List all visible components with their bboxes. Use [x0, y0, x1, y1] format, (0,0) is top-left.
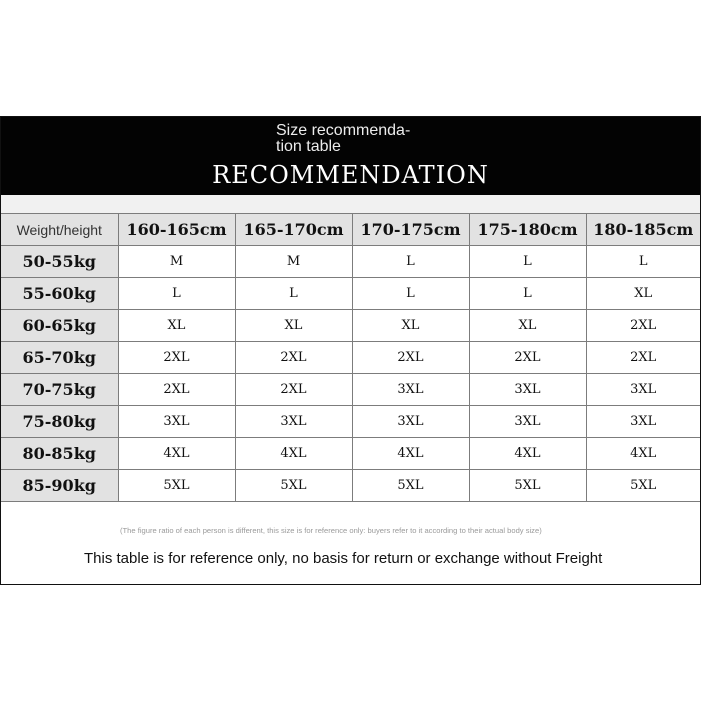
- table-row: [1, 310, 700, 342]
- size-cell: L: [469, 246, 586, 278]
- table-row: [1, 406, 700, 438]
- size-cell: 3XL: [586, 406, 700, 438]
- row-label: 55-60kg: [1, 278, 118, 310]
- table-row: [1, 438, 700, 470]
- size-chart: [0, 116, 701, 585]
- chart-title: RECOMMENDATION: [212, 161, 489, 189]
- header-banner: [1, 117, 700, 195]
- row-label: 50-55kg: [1, 246, 118, 278]
- row-label: 60-65kg: [1, 310, 118, 342]
- size-cell: XL: [118, 310, 235, 342]
- size-cell: 2XL: [469, 342, 586, 374]
- chart-subtitle: Size recommenda- tion table: [276, 122, 411, 155]
- size-cell: L: [235, 278, 352, 310]
- size-cell: 4XL: [586, 438, 700, 470]
- reference-footnote: (The figure ratio of each person is different, this size is for reference only: buyers refer to it according to their actual body size): [120, 527, 542, 536]
- table-row: [1, 278, 700, 310]
- size-cell: XL: [235, 310, 352, 342]
- size-cell: 2XL: [235, 374, 352, 406]
- size-cell: 2XL: [118, 342, 235, 374]
- size-cell: M: [118, 246, 235, 278]
- size-cell: M: [235, 246, 352, 278]
- corner-label: Weight/height: [1, 214, 118, 246]
- size-cell: XL: [352, 310, 469, 342]
- size-cell: 5XL: [235, 470, 352, 502]
- table-header-row: [1, 214, 700, 246]
- size-table: [1, 214, 700, 502]
- column-header: 180-185cm: [586, 214, 700, 246]
- return-disclaimer: This table is for reference only, no basis for return or exchange without Freight: [84, 550, 603, 567]
- size-cell: L: [352, 278, 469, 310]
- size-cell: XL: [586, 278, 700, 310]
- size-cell: 2XL: [235, 342, 352, 374]
- row-label: 85-90kg: [1, 470, 118, 502]
- divider-band: [1, 195, 700, 214]
- size-cell: 3XL: [235, 406, 352, 438]
- size-cell: 2XL: [586, 342, 700, 374]
- size-cell: 4XL: [235, 438, 352, 470]
- size-cell: 3XL: [352, 406, 469, 438]
- size-cell: L: [118, 278, 235, 310]
- column-header: 170-175cm: [352, 214, 469, 246]
- row-label: 75-80kg: [1, 406, 118, 438]
- size-cell: 5XL: [352, 470, 469, 502]
- size-cell: XL: [469, 310, 586, 342]
- size-cell: 3XL: [352, 374, 469, 406]
- size-cell: 2XL: [586, 310, 700, 342]
- row-label: 70-75kg: [1, 374, 118, 406]
- column-header: 165-170cm: [235, 214, 352, 246]
- table-row: [1, 342, 700, 374]
- size-cell: 4XL: [118, 438, 235, 470]
- size-cell: 3XL: [469, 374, 586, 406]
- size-cell: 2XL: [352, 342, 469, 374]
- size-cell: 3XL: [469, 406, 586, 438]
- size-cell: 5XL: [118, 470, 235, 502]
- table-row: [1, 246, 700, 278]
- size-cell: 3XL: [586, 374, 700, 406]
- row-label: 80-85kg: [1, 438, 118, 470]
- size-cell: L: [469, 278, 586, 310]
- column-header: 175-180cm: [469, 214, 586, 246]
- size-cell: L: [352, 246, 469, 278]
- size-cell: L: [586, 246, 700, 278]
- size-cell: 3XL: [118, 406, 235, 438]
- size-cell: 4XL: [469, 438, 586, 470]
- table-row: [1, 374, 700, 406]
- size-cell: 2XL: [118, 374, 235, 406]
- table-row: [1, 470, 700, 502]
- size-cell: 5XL: [469, 470, 586, 502]
- row-label: 65-70kg: [1, 342, 118, 374]
- column-header: 160-165cm: [118, 214, 235, 246]
- size-cell: 4XL: [352, 438, 469, 470]
- size-cell: 5XL: [586, 470, 700, 502]
